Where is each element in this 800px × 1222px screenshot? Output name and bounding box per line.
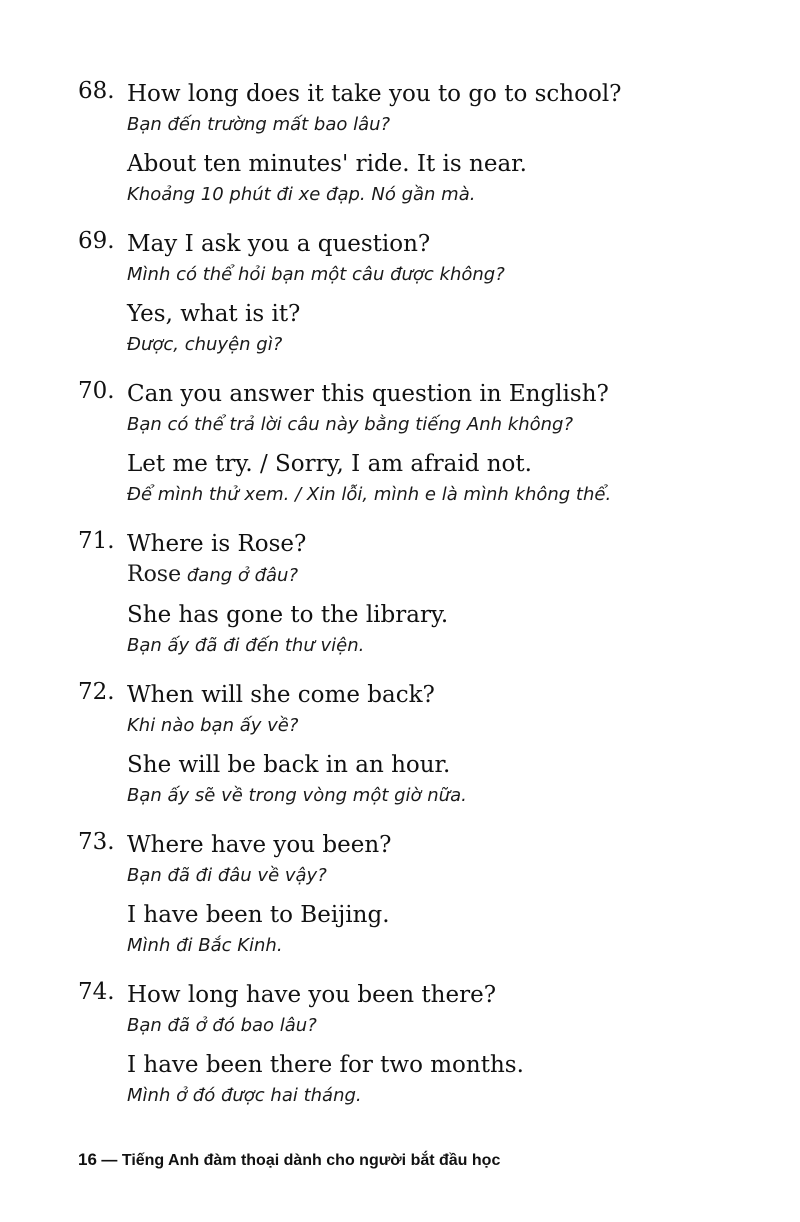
answer-english: She has gone to the library. [127, 602, 449, 628]
person-name: Rose [127, 562, 182, 587]
answer-vietnamese: Khoảng 10 phút đi xe đạp. Nó gần mà. [127, 184, 476, 205]
answer-english: About ten minutes' ride. It is near. [127, 151, 527, 177]
phrase-entry-70 [78, 378, 768, 510]
answer-vietnamese: Mình ở đó được hai tháng. [127, 1085, 362, 1106]
question-vietnamese [127, 560, 768, 591]
answer-vietnamese: Bạn ấy sẽ về trong vòng một giờ nữa. [127, 785, 467, 806]
answer-english: She will be back in an hour. [127, 752, 451, 778]
question-english: When will she come back? [127, 682, 435, 708]
question-vietnamese: Bạn đã ở đó bao lâu? [127, 1015, 317, 1036]
question-english: How long have you been there? [127, 982, 497, 1008]
phrase-entry-69 [78, 228, 768, 360]
entry-number: 74. [78, 979, 115, 1005]
answer-english: Yes, what is it? [127, 301, 301, 327]
question-vietnamese: Bạn đến trường mất bao lâu? [127, 114, 391, 135]
book-title: Tiếng Anh đàm thoại dành cho người bắt đầu học [121, 1152, 501, 1169]
question-vietnamese: Bạn có thể trả lời câu này bằng tiếng Anh không? [127, 414, 574, 435]
page-footer [78, 1150, 500, 1170]
phrase-entry-72 [78, 679, 768, 811]
question-english: May I ask you a question? [127, 231, 431, 257]
phrase-entry-68 [78, 78, 768, 210]
question-english: Where is Rose? [127, 531, 307, 557]
answer-vietnamese: Được, chuyện gì? [127, 334, 283, 355]
phrase-list [78, 78, 768, 1129]
question-english: Where have you been? [127, 832, 392, 858]
entry-number: 71. [78, 528, 115, 554]
answer-english: I have been to Beijing. [127, 902, 390, 928]
question-vietnamese-rest: đang ở đâu? [186, 565, 299, 586]
question-vietnamese: Mình có thể hỏi bạn một câu được không? [127, 264, 505, 285]
entry-number: 72. [78, 679, 115, 705]
question-english: Can you answer this question in English? [127, 381, 609, 407]
answer-english: I have been there for two months. [127, 1052, 524, 1078]
answer-vietnamese: Để mình thử xem. / Xin lỗi, mình e là mình không thể. [127, 484, 612, 505]
footer-separator: — [101, 1152, 118, 1169]
answer-vietnamese: Bạn ấy đã đi đến thư viện. [127, 635, 365, 656]
question-vietnamese: Khi nào bạn ấy về? [127, 715, 299, 736]
entry-number: 69. [78, 228, 115, 254]
question-english: How long does it take you to go to school? [127, 81, 622, 107]
entry-number: 73. [78, 829, 115, 855]
phrase-entry-71 [78, 528, 768, 661]
page-number: 16 [78, 1150, 97, 1169]
answer-vietnamese: Mình đi Bắc Kinh. [127, 935, 283, 956]
entry-number: 68. [78, 78, 115, 104]
phrase-entry-73 [78, 829, 768, 961]
phrase-entry-74 [78, 979, 768, 1111]
question-vietnamese: Bạn đã đi đâu về vậy? [127, 865, 327, 886]
answer-english: Let me try. / Sorry, I am afraid not. [127, 451, 532, 477]
entry-number: 70. [78, 378, 115, 404]
